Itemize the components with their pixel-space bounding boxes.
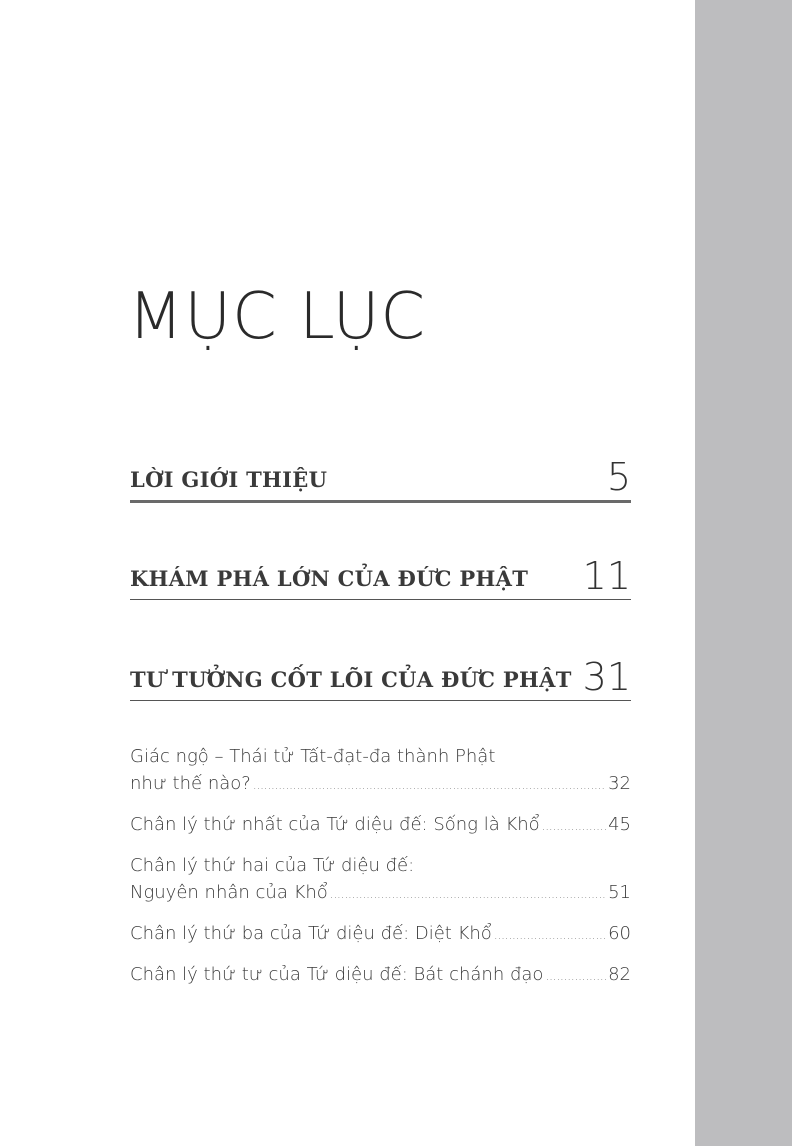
chapter-title: KHÁM PHÁ LỚN CỦA ĐỨC PHẬT bbox=[130, 566, 529, 591]
chapter-title: LỜI GIỚI THIỆU bbox=[130, 467, 328, 492]
section-entry bbox=[130, 743, 631, 799]
chapter-divider bbox=[130, 599, 631, 600]
section-list bbox=[130, 743, 631, 1002]
section-entry bbox=[130, 852, 631, 908]
section-page-number: 60 bbox=[608, 923, 631, 944]
section-page-number: 45 bbox=[608, 814, 631, 835]
dot-leader bbox=[330, 879, 606, 908]
chapter-page-number: 5 bbox=[606, 455, 631, 499]
dot-leader bbox=[542, 811, 606, 840]
section-title-line: Chân lý thứ hai của Tứ diệu đế: bbox=[130, 855, 415, 876]
dot-leader bbox=[545, 961, 606, 990]
dot-leader bbox=[253, 770, 606, 799]
section-title: Nguyên nhân của Khổ bbox=[130, 882, 328, 903]
section-page-number: 32 bbox=[608, 773, 631, 794]
chapter-title: TƯ TƯỞNG CỐT LÕI CỦA ĐỨC PHẬT bbox=[130, 667, 572, 692]
section-page-number: 51 bbox=[608, 882, 631, 903]
chapter-divider bbox=[130, 500, 631, 503]
page-edge-band bbox=[695, 0, 792, 1146]
section-page-number: 82 bbox=[608, 964, 631, 985]
chapter-entry bbox=[130, 455, 631, 503]
dot-leader bbox=[494, 920, 606, 949]
section-title-line: Giác ngộ – Thái tử Tất-đạt-đa thành Phật bbox=[130, 746, 496, 767]
section-title: Chân lý thứ ba của Tứ diệu đế: Diệt Khổ bbox=[130, 923, 492, 944]
page-title: MỤC LỤC bbox=[128, 280, 427, 354]
section-title: như thế nào? bbox=[130, 773, 251, 794]
chapter-entry bbox=[130, 554, 631, 600]
section-title: Chân lý thứ tư của Tứ diệu đế: Bát chánh đạo bbox=[130, 964, 544, 985]
chapter-page-number: 31 bbox=[582, 655, 631, 699]
section-title: Chân lý thứ nhất của Tứ diệu đế: Sống là Khổ bbox=[130, 814, 540, 835]
chapter-page-number: 11 bbox=[582, 554, 631, 598]
section-entry bbox=[130, 811, 631, 840]
chapter-divider bbox=[130, 700, 631, 701]
section-entry bbox=[130, 920, 631, 949]
chapter-entry bbox=[130, 655, 631, 701]
section-entry bbox=[130, 961, 631, 990]
